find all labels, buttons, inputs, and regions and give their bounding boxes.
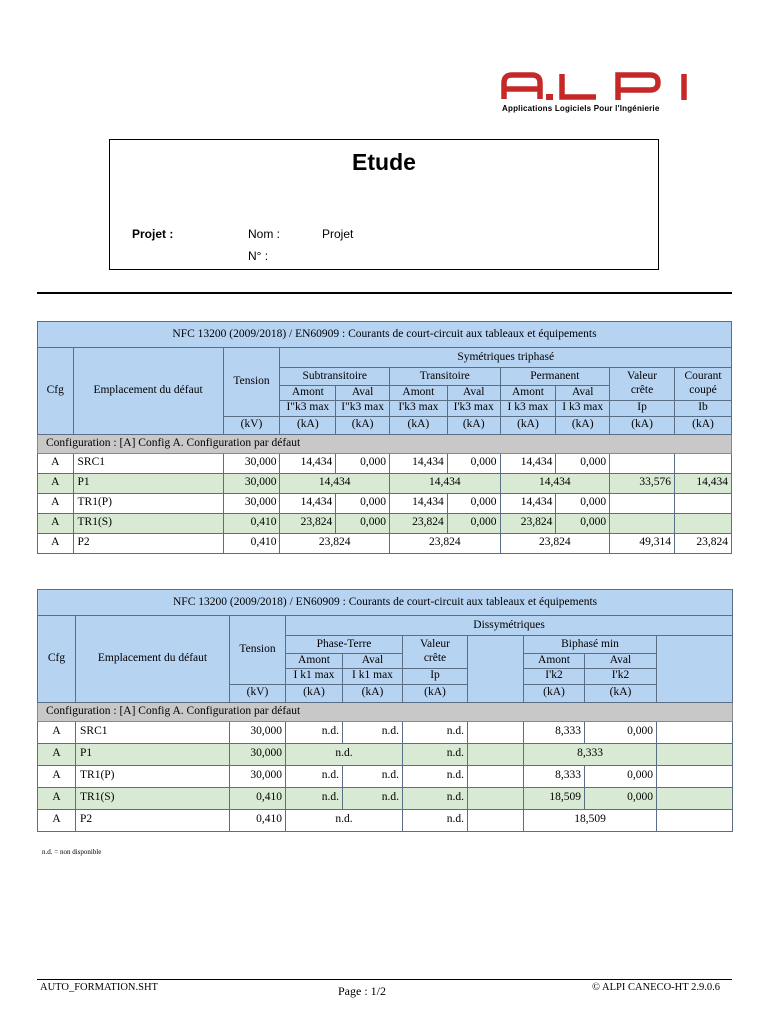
ik3-sub-header: I"k3 max bbox=[336, 400, 390, 416]
aval-header: Aval bbox=[343, 654, 403, 669]
cfg-cell: A bbox=[38, 809, 76, 831]
unit-cell: (kA) bbox=[336, 416, 390, 434]
tension-unit: (kV) bbox=[230, 684, 286, 702]
location-cell: TR1(P) bbox=[76, 765, 230, 787]
ik3-perm-header: I k3 max bbox=[556, 400, 610, 416]
empty-cell bbox=[657, 787, 733, 809]
value-cell: 14,434 bbox=[280, 493, 336, 513]
value-cell: 18,509 bbox=[524, 809, 657, 831]
tension-cell: 30,000 bbox=[223, 493, 280, 513]
value-cell: 0,000 bbox=[447, 513, 500, 533]
value-cell: 23,824 bbox=[500, 533, 610, 553]
ip-cell bbox=[610, 453, 675, 473]
value-cell: 23,824 bbox=[280, 513, 336, 533]
table-row bbox=[38, 473, 732, 493]
project-label: Projet : bbox=[132, 227, 174, 241]
value-cell: n.d. bbox=[286, 765, 343, 787]
value-cell: 14,434 bbox=[280, 473, 390, 493]
location-cell: P2 bbox=[76, 809, 230, 831]
footer-line bbox=[37, 979, 732, 980]
aval-header: Aval bbox=[447, 386, 500, 401]
empty-cell bbox=[657, 721, 733, 743]
unit-cell: (kA) bbox=[556, 416, 610, 434]
table-row bbox=[38, 533, 732, 553]
alpi-logo-mark bbox=[500, 70, 712, 102]
ib-cell bbox=[675, 493, 732, 513]
aval-header: Aval bbox=[556, 386, 610, 401]
name-label: Nom : bbox=[248, 227, 281, 241]
ip-cell bbox=[610, 493, 675, 513]
location-cell: TR1(P) bbox=[73, 493, 223, 513]
value-cell: 0,000 bbox=[336, 513, 390, 533]
table-row bbox=[38, 513, 732, 533]
group-header: Dissymétriques bbox=[286, 616, 733, 636]
value-cell: 0,000 bbox=[336, 493, 390, 513]
value-cell: n.d. bbox=[286, 787, 343, 809]
value-cell: n.d. bbox=[286, 809, 403, 831]
table-row bbox=[38, 721, 733, 743]
cfg-header: Cfg bbox=[38, 348, 74, 435]
number-label: N° : bbox=[248, 249, 269, 263]
unit-cell: (kA) bbox=[675, 416, 732, 434]
value-cell: 0,000 bbox=[585, 787, 657, 809]
valeur-label: Valeur bbox=[627, 370, 658, 383]
value-cell: n.d. bbox=[343, 765, 403, 787]
ib-cell bbox=[675, 453, 732, 473]
ip-cell bbox=[610, 513, 675, 533]
table-row bbox=[38, 765, 733, 787]
tension-cell: 0,410 bbox=[223, 533, 280, 553]
group-header: Symétriques triphasé bbox=[280, 348, 732, 368]
cfg-cell: A bbox=[38, 787, 76, 809]
asymmetric-table bbox=[37, 589, 733, 832]
unit-cell: (kA) bbox=[500, 416, 556, 434]
tension-cell: 30,000 bbox=[230, 721, 286, 743]
cfg-header: Cfg bbox=[38, 616, 76, 703]
value-cell: 14,434 bbox=[500, 493, 556, 513]
ip-cell: n.d. bbox=[403, 765, 468, 787]
config-row: Configuration : [A] Config A. Configuration par défaut bbox=[38, 702, 733, 721]
tension-cell: 30,000 bbox=[223, 453, 280, 473]
tension-cell: 30,000 bbox=[230, 765, 286, 787]
location-cell: SRC1 bbox=[76, 721, 230, 743]
value-cell: 14,434 bbox=[389, 493, 447, 513]
tension-cell: 0,410 bbox=[230, 787, 286, 809]
unit-cell: (kA) bbox=[610, 416, 675, 434]
crete-label: crête bbox=[630, 383, 654, 396]
value-cell: n.d. bbox=[343, 787, 403, 809]
empty-cell bbox=[468, 743, 524, 765]
table-row bbox=[38, 493, 732, 513]
empty-cell bbox=[657, 743, 733, 765]
ib-cell: 14,434 bbox=[675, 473, 732, 493]
ip-cell: n.d. bbox=[403, 787, 468, 809]
logo-subtitle: Applications Logiciels Pour l'Ingénierie bbox=[502, 104, 660, 113]
ip-cell: n.d. bbox=[403, 721, 468, 743]
perm-header: Permanent bbox=[500, 368, 610, 386]
value-cell: 23,824 bbox=[500, 513, 556, 533]
table-row bbox=[38, 809, 733, 831]
location-header: Emplacement du défaut bbox=[73, 348, 223, 435]
symmetric-table bbox=[37, 321, 732, 554]
valeur-crete-header bbox=[403, 636, 468, 669]
value-cell: 23,824 bbox=[389, 513, 447, 533]
ik3-perm-header: I k3 max bbox=[500, 400, 556, 416]
unit-cell: (kA) bbox=[280, 416, 336, 434]
value-cell: 18,509 bbox=[524, 787, 585, 809]
table-row bbox=[38, 743, 733, 765]
ik1-header: I k1 max bbox=[343, 668, 403, 684]
empty-cell bbox=[657, 809, 733, 831]
amont-header: Amont bbox=[286, 654, 343, 669]
value-cell: 8,333 bbox=[524, 721, 585, 743]
ip-cell: 49,314 bbox=[610, 533, 675, 553]
value-cell: 14,434 bbox=[389, 473, 500, 493]
table-row bbox=[38, 453, 732, 473]
biphase-header: Biphasé min bbox=[524, 636, 657, 654]
tension-cell: 0,410 bbox=[223, 513, 280, 533]
study-title: Etude bbox=[352, 149, 416, 175]
footnote: n.d. = non disponible bbox=[42, 848, 102, 856]
value-cell: 0,000 bbox=[556, 453, 610, 473]
footer-copyright: © ALPI CANECO-HT 2.9.0.6 bbox=[592, 982, 720, 993]
ik3-sub-header: I"k3 max bbox=[280, 400, 336, 416]
tension-header: Tension bbox=[230, 616, 286, 685]
empty-cell bbox=[468, 765, 524, 787]
footer-page: Page : 1/2 bbox=[338, 984, 386, 998]
ip-cell: 33,576 bbox=[610, 473, 675, 493]
location-header: Emplacement du défaut bbox=[76, 616, 230, 703]
ik1-header: I k1 max bbox=[286, 668, 343, 684]
unit-cell: (kA) bbox=[524, 684, 585, 702]
tension-header: Tension bbox=[223, 348, 280, 417]
cfg-cell: A bbox=[38, 721, 76, 743]
tension-cell: 0,410 bbox=[230, 809, 286, 831]
valeur-label: Valeur bbox=[419, 638, 450, 651]
valeur-crete-header bbox=[610, 368, 675, 401]
location-cell: TR1(S) bbox=[73, 513, 223, 533]
subtrans-header: Subtransitoire bbox=[280, 368, 390, 386]
empty-cell bbox=[468, 721, 524, 743]
cfg-cell: A bbox=[38, 453, 74, 473]
location-cell: TR1(S) bbox=[76, 787, 230, 809]
unit-cell: (kA) bbox=[343, 684, 403, 702]
value-cell: n.d. bbox=[286, 721, 343, 743]
cfg-cell: A bbox=[38, 533, 74, 553]
unit-cell: (kA) bbox=[403, 684, 468, 702]
empty-cell bbox=[657, 765, 733, 787]
value-cell: 0,000 bbox=[336, 453, 390, 473]
unit-cell: (kA) bbox=[585, 684, 657, 702]
ib-cell: 23,824 bbox=[675, 533, 732, 553]
ip-header: Ip bbox=[610, 400, 675, 416]
value-cell: 0,000 bbox=[556, 513, 610, 533]
study-box bbox=[109, 139, 659, 270]
ib-header: Ib bbox=[675, 400, 732, 416]
value-cell: 0,000 bbox=[447, 493, 500, 513]
value-cell: 0,000 bbox=[585, 721, 657, 743]
value-cell: 8,333 bbox=[524, 743, 657, 765]
tension-cell: 30,000 bbox=[223, 473, 280, 493]
cfg-cell: A bbox=[38, 473, 74, 493]
ik2-header: I'k2 bbox=[524, 668, 585, 684]
cfg-cell: A bbox=[38, 493, 74, 513]
table-title: NFC 13200 (2009/2018) / EN60909 : Courants de court-circuit aux tableaux et équipements bbox=[38, 322, 732, 348]
courant-label: Courant bbox=[684, 370, 722, 383]
value-cell: 0,000 bbox=[556, 493, 610, 513]
location-cell: SRC1 bbox=[73, 453, 223, 473]
value-cell: 0,000 bbox=[585, 765, 657, 787]
empty-cell bbox=[468, 809, 524, 831]
crete-label: crête bbox=[423, 651, 447, 664]
value-cell: 14,434 bbox=[500, 453, 556, 473]
value-cell: 23,824 bbox=[280, 533, 390, 553]
amont-header: Amont bbox=[500, 386, 556, 401]
phase-terre-header: Phase-Terre bbox=[286, 636, 403, 654]
value-cell: 14,434 bbox=[500, 473, 610, 493]
amont-header: Amont bbox=[389, 386, 447, 401]
amont-header: Amont bbox=[280, 386, 336, 401]
config-row: Configuration : [A] Config A. Configuration par défaut bbox=[38, 434, 732, 453]
value-cell: 8,333 bbox=[524, 765, 585, 787]
cfg-cell: A bbox=[38, 513, 74, 533]
name-value: Projet bbox=[322, 227, 354, 241]
cfg-cell: A bbox=[38, 743, 76, 765]
unit-cell: (kA) bbox=[447, 416, 500, 434]
aval-header: Aval bbox=[585, 654, 657, 669]
empty-header bbox=[657, 636, 733, 703]
location-cell: P1 bbox=[73, 473, 223, 493]
trans-header: Transitoire bbox=[389, 368, 500, 386]
ik3-trans-header: I'k3 max bbox=[389, 400, 447, 416]
footer-file: AUTO_FORMATION.SHT bbox=[40, 982, 158, 993]
empty-header bbox=[468, 636, 524, 703]
separator-line bbox=[37, 292, 732, 294]
unit-cell: (kA) bbox=[286, 684, 343, 702]
value-cell: 14,434 bbox=[389, 453, 447, 473]
coupe-label: coupé bbox=[689, 383, 717, 396]
tension-unit: (kV) bbox=[223, 416, 280, 434]
courant-coupe-header bbox=[675, 368, 732, 401]
amont-header: Amont bbox=[524, 654, 585, 669]
value-cell: 23,824 bbox=[389, 533, 500, 553]
location-cell: P2 bbox=[73, 533, 223, 553]
location-cell: P1 bbox=[76, 743, 230, 765]
ip-header: Ip bbox=[403, 668, 468, 684]
cfg-cell: A bbox=[38, 765, 76, 787]
ik2-header: I'k2 bbox=[585, 668, 657, 684]
value-cell: n.d. bbox=[286, 743, 403, 765]
tension-cell: 30,000 bbox=[230, 743, 286, 765]
ib-cell bbox=[675, 513, 732, 533]
ip-cell: n.d. bbox=[403, 809, 468, 831]
empty-cell bbox=[468, 787, 524, 809]
table-row bbox=[38, 787, 733, 809]
ik3-trans-header: I'k3 max bbox=[447, 400, 500, 416]
unit-cell: (kA) bbox=[389, 416, 447, 434]
ip-cell: n.d. bbox=[403, 743, 468, 765]
value-cell: 14,434 bbox=[280, 453, 336, 473]
table-title: NFC 13200 (2009/2018) / EN60909 : Courants de court-circuit aux tableaux et équipements bbox=[38, 590, 733, 616]
aval-header: Aval bbox=[336, 386, 390, 401]
value-cell: n.d. bbox=[343, 721, 403, 743]
value-cell: 0,000 bbox=[447, 453, 500, 473]
